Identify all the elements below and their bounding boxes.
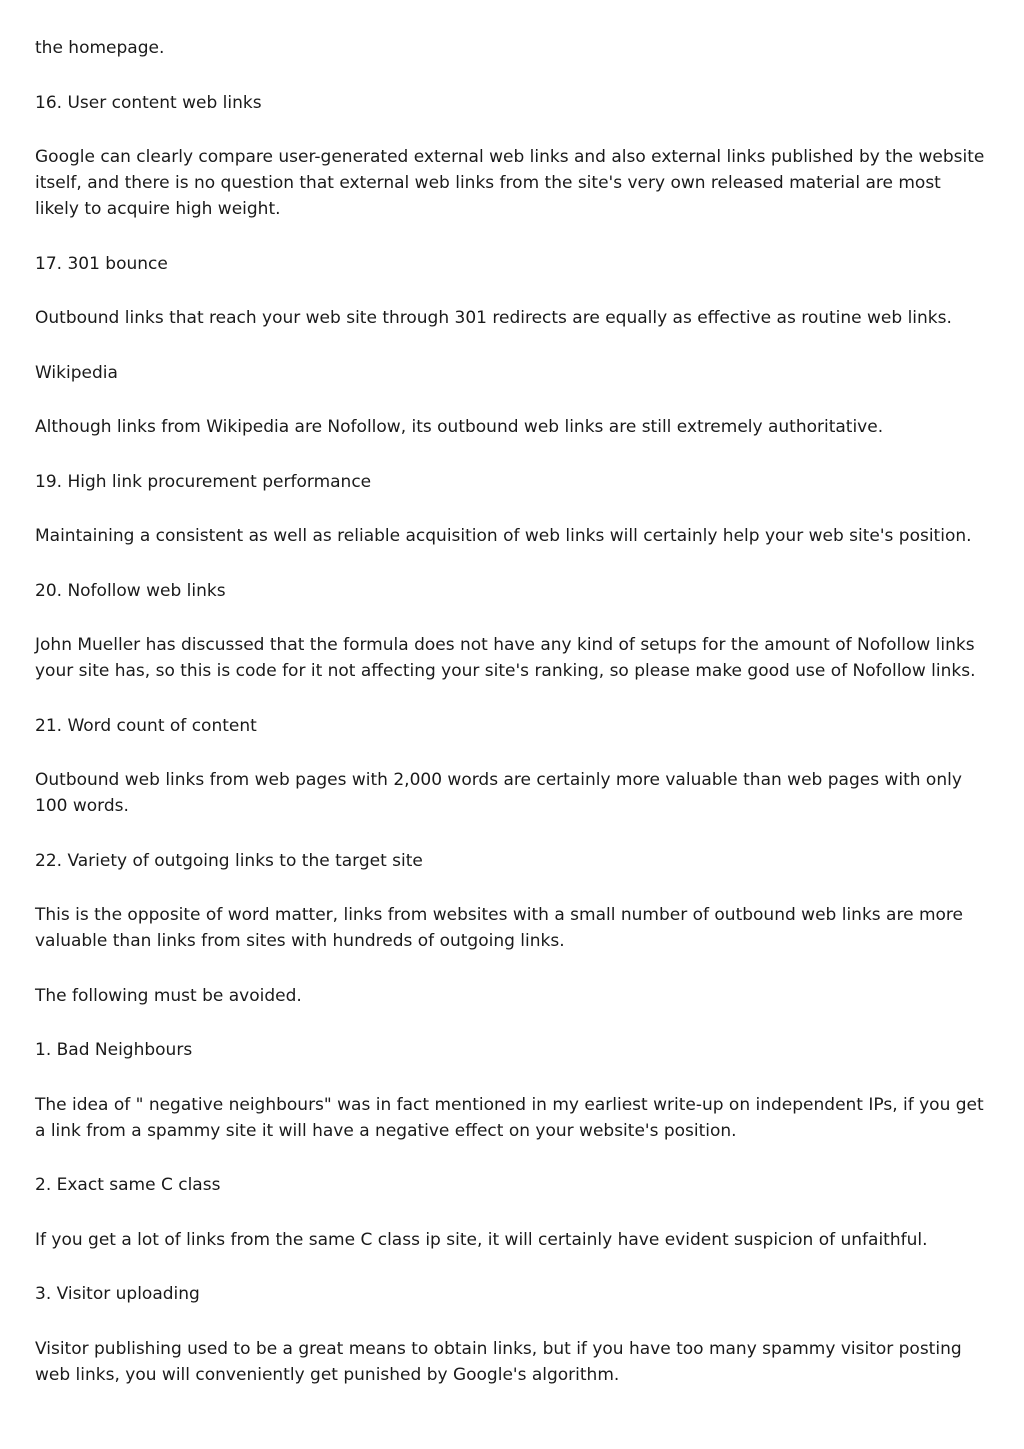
paragraph-301-bounce: Outbound links that reach your web site through 301 redirects are equally as effective as routine web links.: [35, 308, 952, 328]
document-body: [35, 35, 990, 1416]
paragraph-nofollow-links: John Mueller has discussed that the formula does not have any kind of setups for the amount of Nofollow links your site has, so this is code for it not affecting your site's ranking, so please make good use of Nofollow links.: [35, 635, 976, 681]
heading-same-c-class: 2. Exact same C class: [35, 1175, 221, 1195]
paragraph-word-count: Outbound web links from web pages with 2,000 words are certainly more valuable than web pages with only 100 words.: [35, 770, 962, 816]
heading-outgoing-links-variety: 22. Variety of outgoing links to the target site: [35, 850, 423, 871]
heading-nofollow-links: 20. Nofollow web links: [35, 580, 226, 601]
heading-user-content-links: 16. User content web links: [35, 92, 262, 113]
heading-word-count: 21. Word count of content: [35, 715, 257, 736]
paragraph-wikipedia: Although links from Wikipedia are Nofollow, its outbound web links are still extremely authoritative.: [35, 417, 884, 437]
paragraph-same-c-class: If you get a lot of links from the same C class ip site, it will certainly have evident suspicion of unfaithful.: [35, 1229, 928, 1250]
heading-visitor-uploading: 3. Visitor uploading: [35, 1284, 200, 1304]
heading-301-bounce: 17. 301 bounce: [35, 253, 168, 274]
heading-bad-neighbours: 1. Bad Neighbours: [35, 1040, 193, 1060]
paragraph-bad-neighbours: The idea of " negative neighbours" was in fact mentioned in my earliest write-up on independent IPs, if you get a link from a spammy site it will have a negative effect on your website's position.: [35, 1094, 984, 1141]
heading-link-procurement: 19. High link procurement performance: [35, 471, 372, 492]
paragraph-link-procurement: Maintaining a consistent as well as reliable acquisition of web links will certainly help your web site's position.: [35, 526, 972, 546]
paragraph-user-content-links: Google can clearly compare user-generated external web links and also external links published by the website itself, and there is no question that external web links from the site's very own released material are most likely to acquire high weight.: [35, 147, 985, 219]
paragraph-visitor-uploading: Visitor publishing used to be a great means to obtain links, but if you have too many spammy visitor posting web links, you will conveniently get punished by Google's algorithm.: [35, 1338, 962, 1385]
heading-wikipedia: Wikipedia: [35, 362, 118, 383]
paragraph-continuation: the homepage.: [35, 38, 165, 58]
paragraph-outgoing-links-variety: This is the opposite of word matter, links from websites with a small number of outbound web links are more valuable than links from sites with hundreds of outgoing links.: [35, 905, 963, 951]
paragraph-avoid-intro: The following must be avoided.: [35, 985, 302, 1006]
